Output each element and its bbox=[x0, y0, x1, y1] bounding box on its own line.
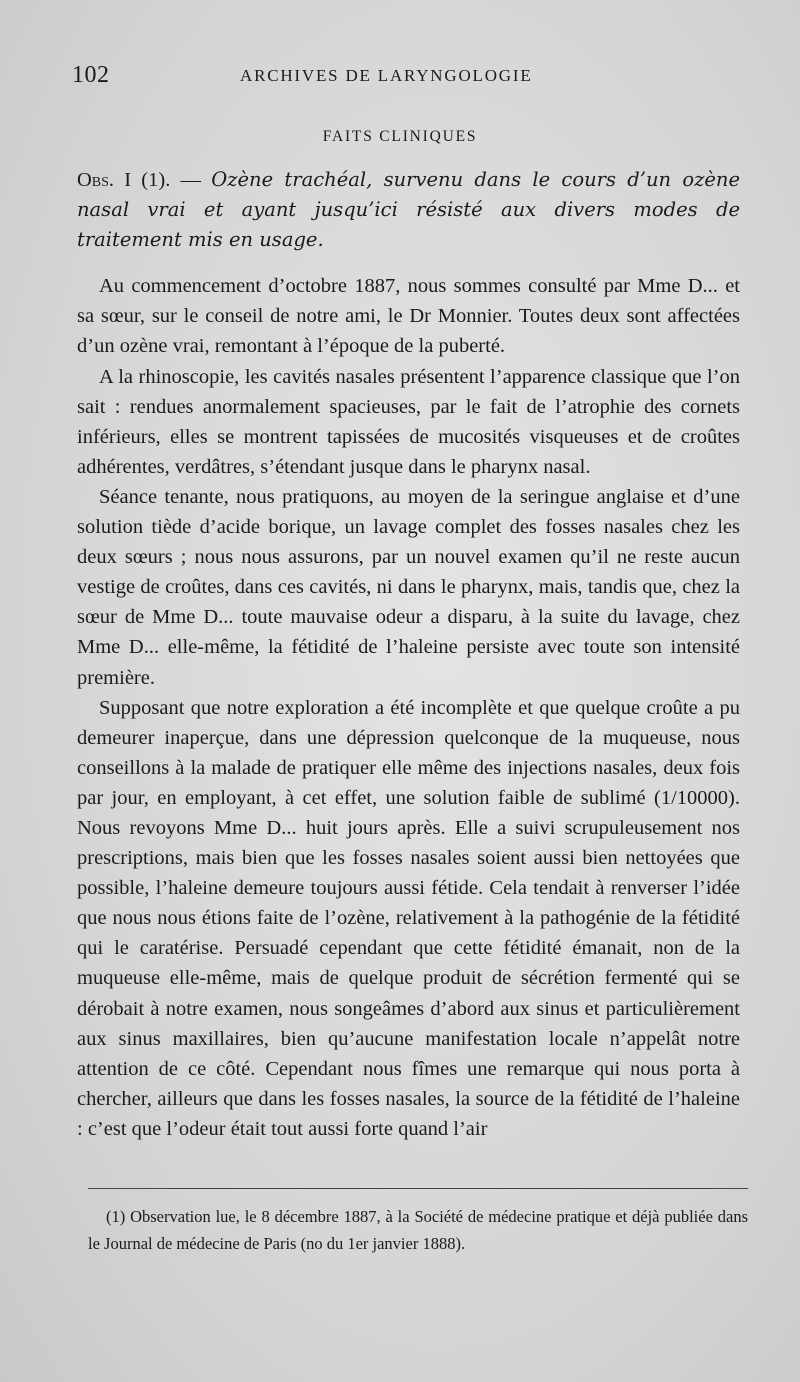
footnote-rule bbox=[88, 1188, 748, 1189]
observation-label: Obs. I (1). bbox=[77, 169, 171, 191]
observation-title: Ozène trachéal, survenu dans le cours d’un ozène nasal vrai et ayant jusqu’ici résisté aux divers modes de traitement mis en usage. bbox=[77, 168, 740, 252]
observation-heading bbox=[77, 165, 740, 255]
body-text bbox=[77, 165, 740, 1144]
footnote: (1) Observation lue, le 8 décembre 1887, à la Société de médecine pratique et déjà publiée dans le Journal de médecine de Paris (no du 1er janvier 1888). bbox=[88, 1207, 748, 1253]
section-title: FAITS CLINIQUES bbox=[322, 128, 478, 145]
paragraph: Séance tenante, nous pratiquons, au moyen de la seringue anglaise et d’une solution tiède d’acide borique, un lavage complet des fosses nasales chez les deux sœurs ; nous nous assurons, par un nouvel examen qu’il ne reste aucun vestige de croûtes, dans ces cavités, ni dans le pharynx, mais, tandis que, chez la sœur de Mme D... toute mauvaise odeur a disparu, à la suite du lavage, chez Mme D... elle-même, la fétidité de l’haleine persiste avec toute son intensité première. bbox=[77, 485, 740, 689]
observation-dash: — bbox=[170, 169, 212, 191]
paragraph: Supposant que notre exploration a été incomplète et que quelque croûte a pu demeurer inaperçue, dans une dépression quelconque de la muqueuse, nous conseillons à la malade de pratiquer elle même des injections nasales, deux fois par jour, en employant, à cet effet, une solution faible de sublimé (1/10000). Nous revoyons Mme D... huit jours après. Elle a suivi scrupuleusement nos prescriptions, mais bien que les fosses nasales soient aussi bien nettoyées que possible, l’haleine demeure toujours aussi fétide. Cela tendait à renverser l’idée que nous nous étions faite de l’ozène, relativement à la pathogénie de la fétidité qui le caratérise. Persuadé cependant que cette fétidité émanait, non de la muqueuse elle-même, mais de quelque produit de sécrétion fermenté qui se dérobait à notre examen, nous songeâmes d’abord aux sinus et particulièrement aux sinus maxillaires, bien qu’aucune manifestation locale n’appelât notre attention de ce côté. Cependant nous fîmes une remarque qui nous porta à chercher, ailleurs que dans les fosses nasales, la source de la fétidité de l’haleine : c’est que l’odeur était tout aussi forte quand l’air bbox=[77, 696, 740, 1140]
journal-title: ARCHIVES DE LARYNGOLOGIE bbox=[240, 66, 533, 85]
paragraph: Au commencement d’octobre 1887, nous sommes consulté par Mme D... et sa sœur, sur le conseil de notre ami, le Dr Monnier. Toutes deux sont affectées d’un ozène vrai, remontant à l’époque de la puberté. bbox=[77, 275, 740, 358]
paragraph: A la rhinoscopie, les cavités nasales présentent l’apparence classique que l’on sait : rendues anormalement spacieuses, par le fait de l’atrophie des cornets inférieurs, elles se montrent tapissées de mucosités visqueuses et de croûtes adhérentes, verdâtres, s’étendant jusque dans le pharynx nasal. bbox=[77, 365, 740, 478]
page-number: 102 bbox=[72, 62, 110, 88]
running-head bbox=[72, 62, 762, 92]
